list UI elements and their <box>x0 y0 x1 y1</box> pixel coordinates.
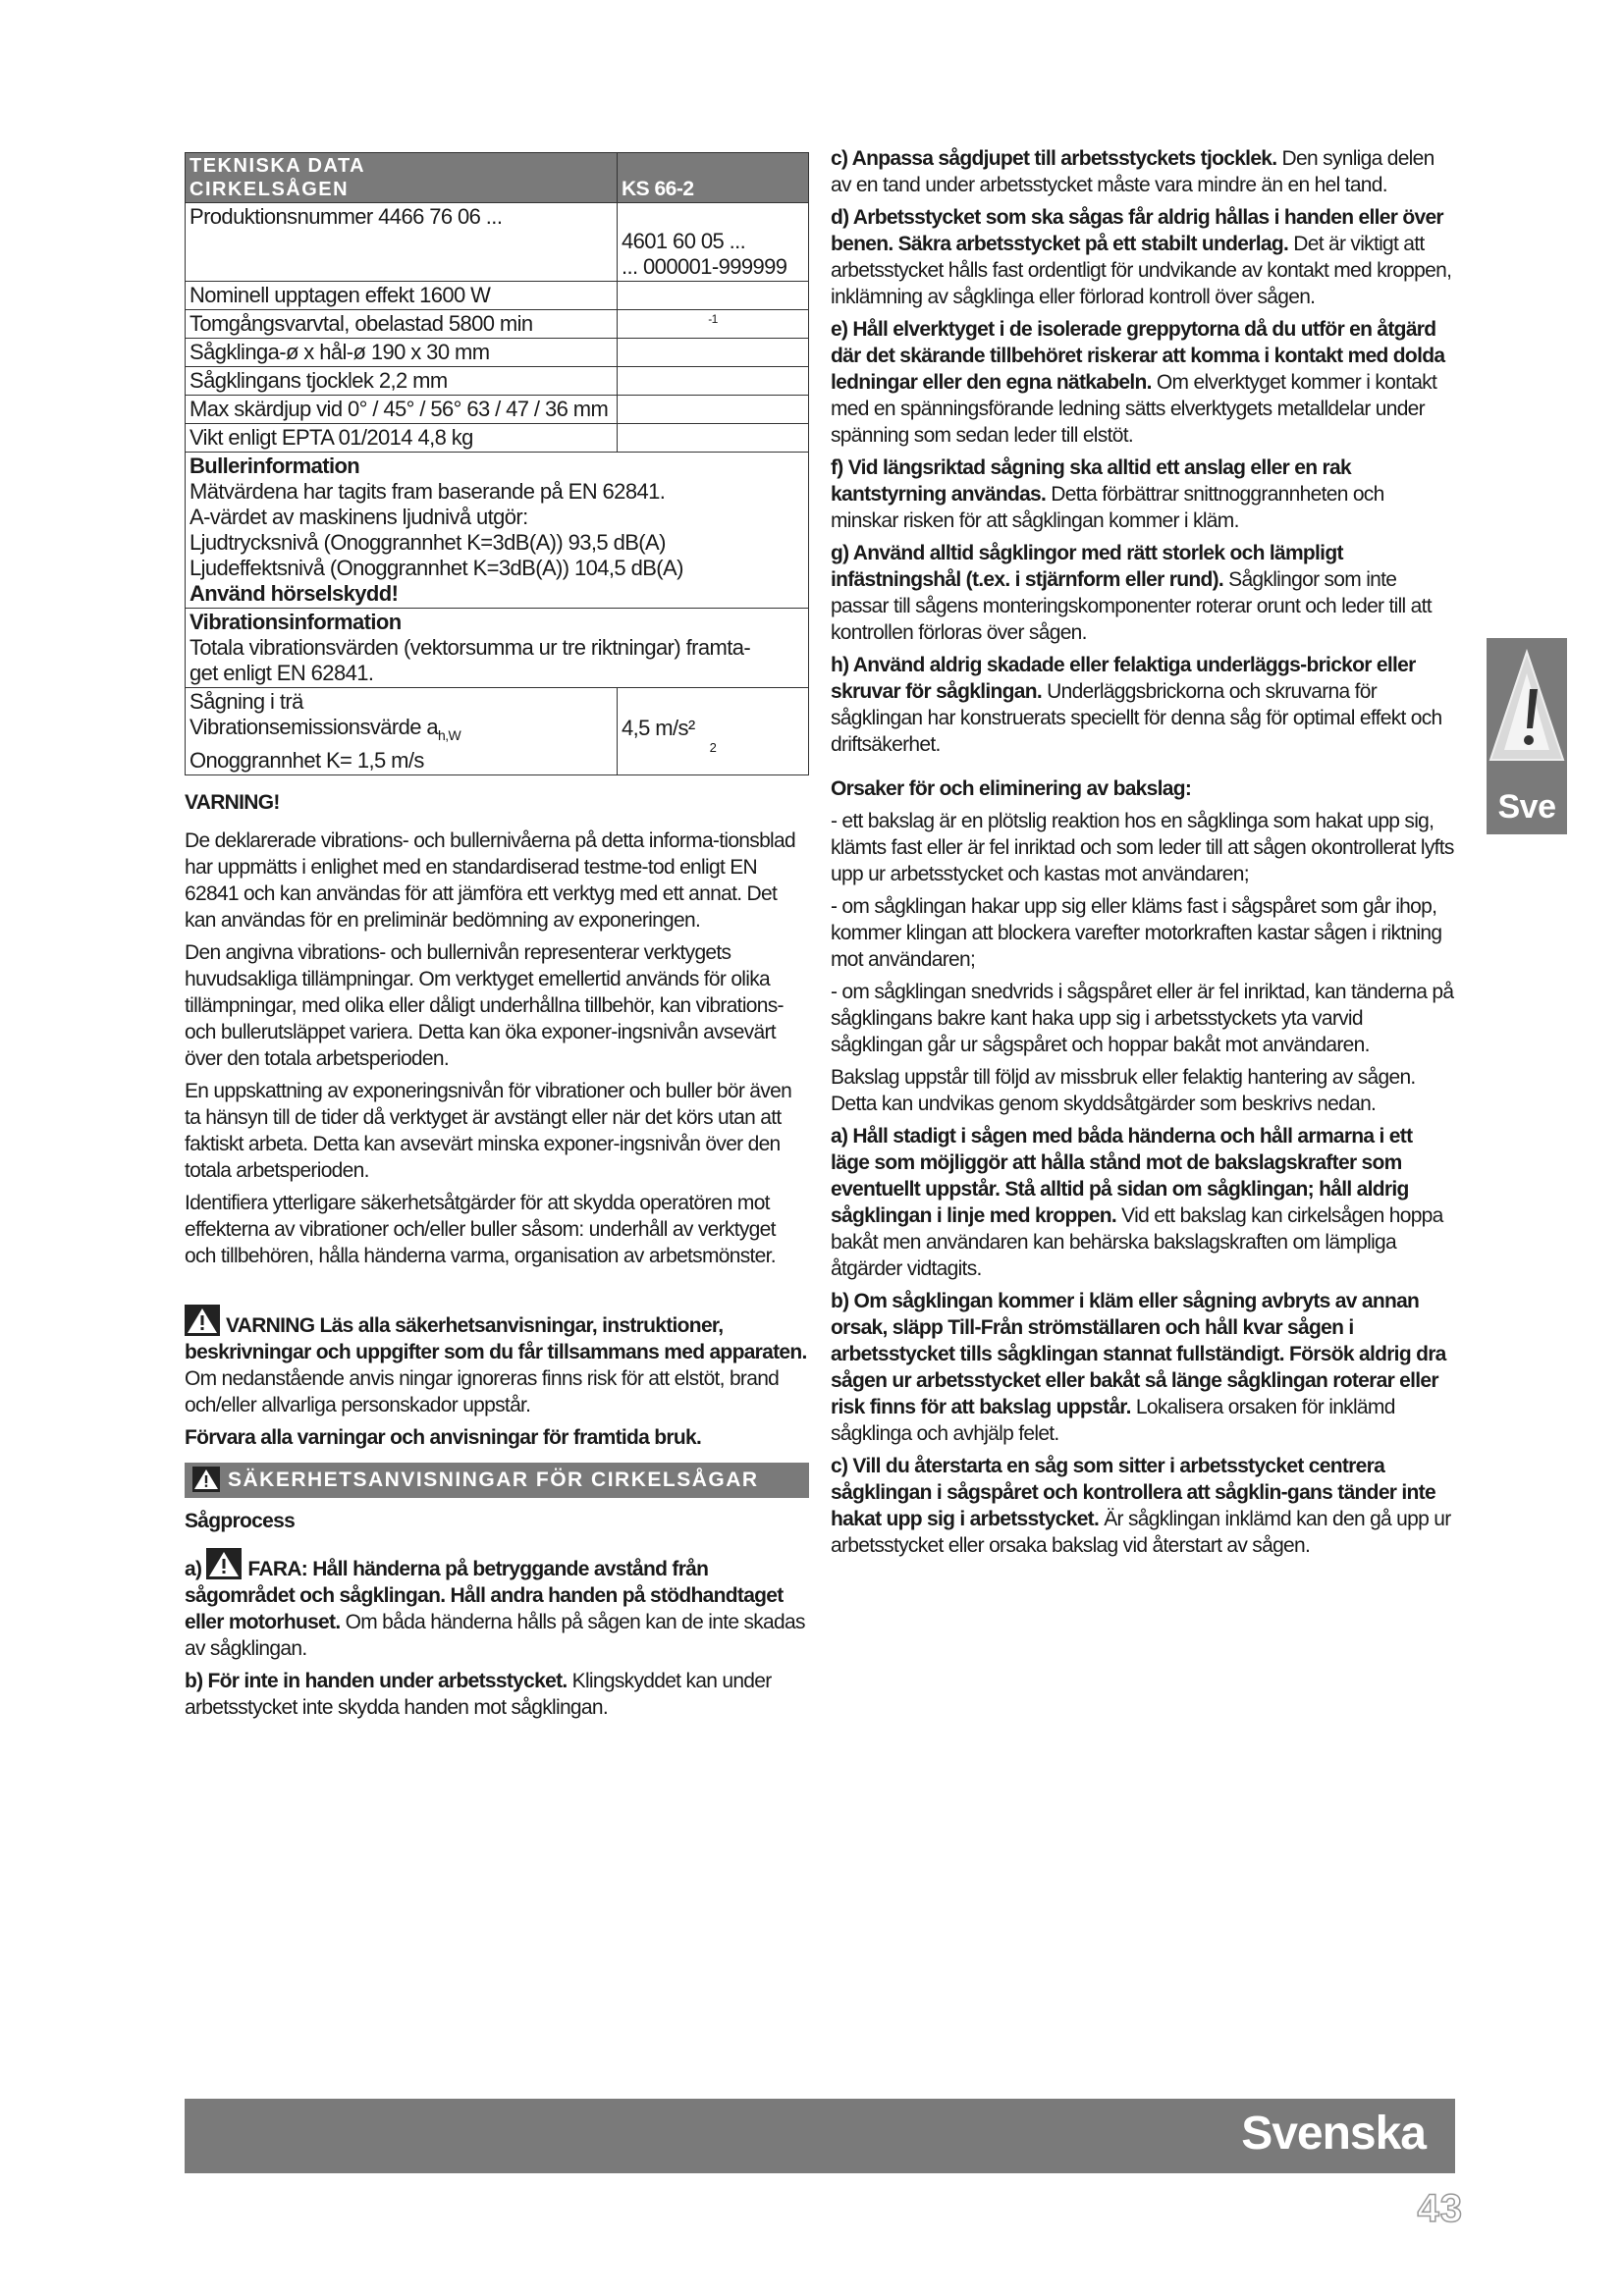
instruction-e: e) Håll elverktyget i de isolerade greppytorna då du utför en åtgärd där det skärande tillbehöret riskerar att komma i kontakt med dolda ledningar eller den egna nätkabeln. Om elverktyget kommer i kontakt med en spänningsförande ledning sätts elverktygets metalldelar under spänning som sedan leder till elstöt. <box>831 318 1445 447</box>
row-label: Produktionsnummer 4466 76 06 ... <box>186 203 618 282</box>
vibration-info: Vibrationsinformation Totala vibrationsvärden (vektorsumma ur tre riktningar) framta- get enligt EN 62841. <box>186 609 809 688</box>
instruction-c: c) Anpassa sågdjupet till arbetsstyckets tjocklek. Den synliga delen av en tand under arbetsstycket måste vara mindre än en hel tand. <box>831 147 1435 196</box>
side-tab-label: Sve <box>1497 788 1556 826</box>
warning-triangle-icon <box>1487 644 1567 781</box>
header-line1: TEKNISKA DATA <box>189 155 366 177</box>
warning-triangle-icon <box>206 1548 242 1579</box>
general-warning: VARNING Läs alla säkerhetsanvisningar, instruktioner, beskrivningar och uppgifter som du får tillsammans med apparaten. Om nedanstående anvis ningar ignoreras finns risk för att elstöt, brand och/eller allvarliga personskador uppstår. <box>185 1305 809 1418</box>
warning-heading: VARNING! <box>185 791 280 814</box>
table-row: Produktionsnummer 4466 76 06 ... 4601 60 05 ... ... 000001-999999 <box>186 203 809 282</box>
kickback-instruction-c: c) Vill du återstarta en såg som sitter i arbetsstycket centrera sågklingan i sågspåret och kontrollera att sågklin-gans tänder inte hakat upp sig i arbetsstycket. Är sågklingan inklämd kan den gå upp ur arbetsstycket eller orsaka bakslag vid återstart av sågen. <box>831 1455 1451 1557</box>
paragraph: Den angivna vibrations- och bullernivån representerar verktygets huvudsakliga tillämpningar. Om verktyget emellertid används för olika tillämpningar, med olika eller dåligt underhållna tillbehör, kan vibrations- och bullerutsläppet variera. Detta kan öka exponer-ingsnivån avsevärt över den totala arbetsperioden. <box>185 941 784 1070</box>
instruction-g: g) Använd alltid sågklingor med rätt storlek och lämpligt infästningshål (t.ex. i stjärnform eller rund). Sågklingor som inte passar till sågens monteringskomponenter roterar orunt och leder till att kontrollen förloras över sågen. <box>831 542 1432 644</box>
paragraph: Identifiera ytterligare säkerhetsåtgärder för att skydda operatören mot effekterna av vibrationer och/eller buller såsom: underhåll av verktyget och tillbehören, hålla händerna varma, organisation av arbetsmönster. <box>185 1192 776 1267</box>
instruction-a: a) FARA: Håll händerna på betryggande avstånd från sågområdet och sågklingan. Håll andra handen på stödhandtaget eller motorhuset. Om båda händerna hålls på sågen kan de inte skadas av sågklingan. <box>185 1548 809 1662</box>
kickback-item: - ett bakslag är en plötslig reaktion hos en sågklinga som hakat upp sig, klämts fast eller är fel inriktad och som leder till att sågen okontrollerat lyfts upp ur arbetsstycket och kastas mot användaren; <box>831 810 1454 885</box>
kickback-instruction-a: a) Håll stadigt i sågen med båda händerna och håll armarna i ett läge som möjliggör att hålla stånd mot de bakslagskrafter som eventuellt uppstår. Stå alltid på sidan om sågklingan; håll aldrig sågklingan i linje med kroppen. Vid ett bakslag kan cirkelsågen hoppa bakåt men användaren kan behärska bakslagskraften om lämpliga åtgärder vidtagits. <box>831 1125 1443 1280</box>
page-number: 43 <box>1417 2187 1463 2230</box>
table-row: Tomgångsvarvtal, obelastad 5800 min -1 <box>186 310 809 339</box>
noise-info: Bullerinformation Mätvärdena har tagits fram baserande på EN 62841. A-värdet av maskinens ljudnivå utgör: Ljudtrycksnivå (Onoggrannhet K=3dB(A)) 93,5 dB(A) Ljudeffektsnivå (Onoggrannhet K=3dB(A)) 104,5 dB(A) Använd hörselskydd! <box>186 453 809 609</box>
table-row: Nominell upptagen effekt 1600 W <box>186 282 809 310</box>
footer-bar <box>185 2099 1455 2173</box>
keep-instructions: Förvara alla varningar och anvisningar för framtida bruk. <box>185 1426 702 1449</box>
table-row: Sågklinga-ø x hål-ø 190 x 30 mm <box>186 339 809 367</box>
right-column <box>831 145 1455 1565</box>
technical-data-table <box>185 152 809 775</box>
table-row: Sågklingans tjocklek 2,2 mm <box>186 367 809 396</box>
section-heading: SÄKERHETSANVISNINGAR FÖR CIRKELSÅGAR <box>185 1463 809 1498</box>
table-row: Max skärdjup vid 0° / 45° / 56° 63 / 47 / 36 mm <box>186 396 809 424</box>
kickback-heading: Orsaker för och eliminering av bakslag: <box>831 777 1192 800</box>
paragraph: En uppskattning av exponeringsnivån för vibrationer och buller bör även ta hänsyn till de tider då verktyget är avstängt eller när det körs utan att faktiskt arbeta. Detta kan avsevärt minska exponer-ingsnivån över den totala arbetsperioden. <box>185 1080 792 1182</box>
vibration-values: Sågning i trä Vibrationsemissionsvärde $a_{h,W}$ Onoggrannhet K= 1,5 m/s 4,5 m/s² 2 <box>186 688 809 775</box>
instruction-d: d) Arbetsstycket som ska sågas får aldrig hållas i handen eller över benen. Säkra arbetsstycket på ett stabilt underlag. Det är viktigt att arbetsstycket hålls fast ordentligt för undvikande av kontakt med kroppen, inklämning av sågklinga eller förlorad kontroll över sågen. <box>831 206 1452 308</box>
instruction-b: b) För inte in handen under arbetsstycket. Klingskyddet kan under arbetsstycket inte skydda handen mot sågklingan. <box>185 1670 772 1719</box>
kickback-instruction-b: b) Om sågklingan kommer i kläm eller sågning avbryts av annan orsak, släpp Till-Från strömställaren och håll kvar sågen i arbetsstycket tills sågklingan stannat fullständigt. Försök aldrig dra sågen ur arbetsstycket eller bakåt så länge sågklingan roterar eller risk finns för att bakslag uppstår. Lokalisera orsaken för inklämd sågklinga och avhjälp felet. <box>831 1290 1446 1445</box>
kickback-item: - om sågklingan snedvrids i sågspåret eller är fel inriktad, kan tänderna på sågklingans bakre kant haka upp sig i arbetsstyckets yta varvid sågklingan går ur sågspåret och hoppar bakåt mot användaren. <box>831 981 1454 1056</box>
instruction-h: h) Använd aldrig skadade eller felaktiga underläggs-brickor eller skruvar för sågklingan. Underläggsbrickorna och skruvarna för sågklingan har konstruerats speciellt för denna såg för optimal effekt och driftsäkerhet. <box>831 654 1442 756</box>
warning-triangle-icon <box>192 1467 220 1492</box>
table-row: Vikt enligt EPTA 01/2014 4,8 kg <box>186 424 809 453</box>
table-header <box>186 153 809 203</box>
left-column <box>185 152 809 1727</box>
instruction-f: f) Vid längsriktad sågning ska alltid ett anslag eller en rak kantstyrning användas. Detta förbättrar snittnoggrannheten och minskar risken för att sågklingan kommer i kläm. <box>831 456 1384 532</box>
footer-language: Svenska <box>1241 2108 1426 2160</box>
model-name: KS 66-2 <box>622 178 694 200</box>
kickback-item: - om sågklingan hakar upp sig eller kläms fast i sågspåret som går ihop, kommer klingan att blockera varefter motorkraften kastar sågen i riktning mot användaren; <box>831 895 1442 971</box>
warning-triangle-icon <box>185 1305 220 1336</box>
subheading: Sågprocess <box>185 1510 296 1532</box>
paragraph: De deklarerade vibrations- och bullernivåerna på detta informa-tionsblad har uppmätts i enlighet med en standardiserad testme-tod enligt EN 62841 och kan användas för att jämföra ett verktyg med ett annat. Det kan användas för en preliminär bedömning av exponeringen. <box>185 829 795 932</box>
header-line2: CIRKELSÅGEN <box>189 179 350 200</box>
kickback-item: Bakslag uppstår till följd av missbruk eller felaktig hantering av sågen. Detta kan undvikas genom skyddsåtgärder som beskrivs nedan. <box>831 1066 1416 1115</box>
language-side-tab <box>1487 638 1567 834</box>
